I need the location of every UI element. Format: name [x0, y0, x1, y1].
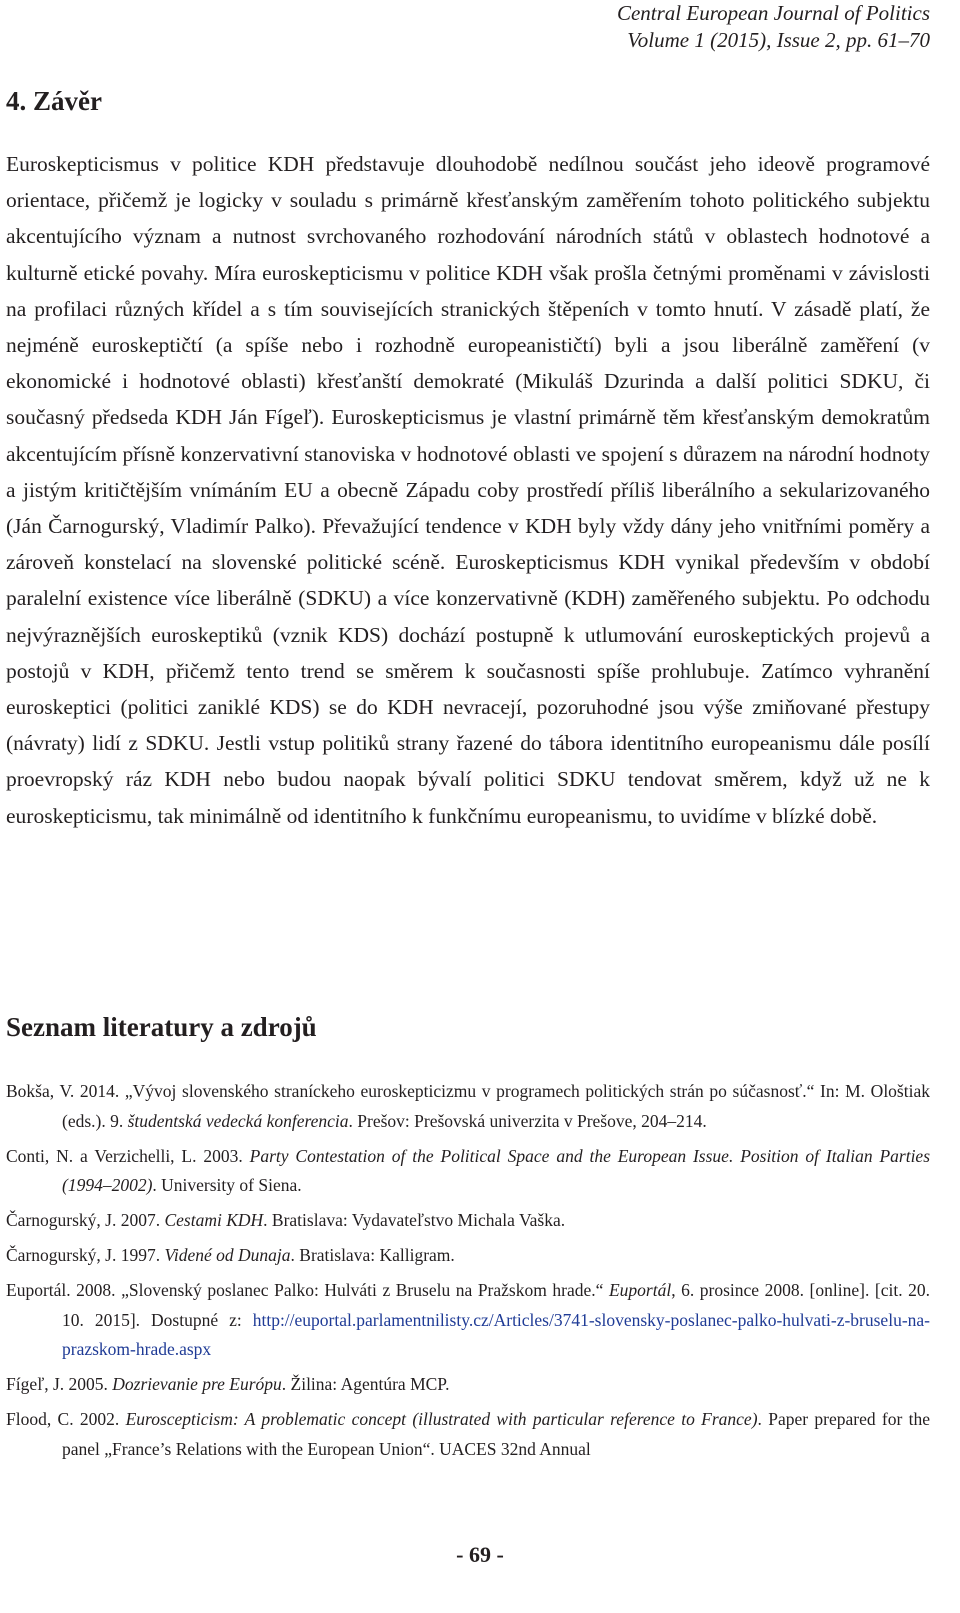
reference-title: Euroscepticism: A problematic concept (illustrated with particular reference to France)	[125, 1409, 758, 1429]
reference-text: Bokša, V. 2014. „Vývoj slovenského straníckeho euroskepticizmu v programech politických strán po súčasnosť.“ In: M. Ološtiak (eds.). 9.	[6, 1081, 930, 1131]
reference-text: Čarnogurský, J. 2007.	[6, 1210, 165, 1230]
reference-link[interactable]: http://euportal.parlamentnilisty.cz/Articles/3741-slovensky-poslanec-palko-hulvati-z-bruselu-na-prazskom-hrade.aspx	[62, 1309, 930, 1359]
reference-text: Čarnogurský, J. 1997.	[6, 1245, 165, 1265]
journal-volume: Volume 1 (2015), Issue 2, pp. 61–70	[627, 28, 930, 52]
reference-text: . Bratislava: Vydavateľstvo Michala Vaška.	[263, 1210, 566, 1230]
reference-text: Conti, N. a Verzichelli, L. 2003.	[6, 1145, 250, 1166]
reference-text: Fígeľ, J. 2005.	[6, 1374, 113, 1394]
reference-title: Videné od Dunaja	[164, 1245, 291, 1265]
reference-title: Euportál	[608, 1280, 672, 1300]
reference-text: . University of Siena.	[152, 1175, 302, 1195]
reference-title: študentská vedecká konferencia	[127, 1110, 349, 1131]
reference-item	[6, 1142, 930, 1201]
reference-title: Party Contestation of the Political Space and the European Issue. Position of Italian Parties (1994–2002)	[62, 1145, 931, 1195]
page-number: - 69 -	[456, 1542, 504, 1567]
reference-text: . Prešov: Prešovská univerzita v Prešove, 204–214.	[348, 1110, 707, 1131]
reference-text: , 6. prosince 2008. [online]. [cit. 20. 10. 2015]. Dostupné z:	[62, 1280, 930, 1330]
running-header	[617, 0, 930, 54]
section-heading: 4. Závěr	[6, 86, 102, 116]
reference-text: . Paper prepared for the panel „France’s Relations with the European Union“. UACES 32nd Annual	[62, 1409, 930, 1459]
reference-text: Euportál. 2008. „Slovenský poslanec Palko: Hulváti z Bruselu na Pražskom hrade.“	[6, 1280, 609, 1300]
references-heading: Seznam literatury a zdrojů	[6, 1012, 317, 1042]
reference-title: Cestami KDH	[164, 1210, 264, 1230]
reference-item	[6, 1241, 930, 1271]
reference-title: Dozrievanie pre Európu	[112, 1374, 282, 1394]
reference-text: . Žilina: Agentúra MCP.	[281, 1374, 450, 1394]
reference-item	[6, 1206, 930, 1236]
reference-item	[6, 1370, 930, 1400]
reference-item	[6, 1405, 930, 1464]
reference-item	[6, 1276, 930, 1365]
reference-text: . Bratislava: Kalligram.	[290, 1245, 455, 1265]
reference-list	[6, 1077, 930, 1470]
conclusion-paragraph: Euroskepticismus v politice KDH představuje dlouhodobě nedílnou součást jeho ideově programové orientace, přičemž je logicky v souladu s primárně křesťanským zaměřením tohoto politického subjektu akcentujícího význam a nutnost svrchovaného rozhodování národních států v oblastech hodnotové a kulturně etické povahy. Míra euroskepticismu v politice KDH však prošla četnými proměnami v závislosti na profilaci různých křídel a s tím souvisejících stranických štěpeních v tomto hnutí. V zásadě platí, že nejméně euroskeptičtí (a spíše nebo i rozhodně europeanističtí) byli a jsou liberálně zaměření (v ekonomické i hodnotové oblasti) křesťanští demokraté (Mikuláš Dzurinda a další politici SDKU, či současný předseda KDH Ján Fígeľ). Euroskepticismus je vlastní primárně těm křesťanským demokratům akcentujícím přísně konzervativní stanoviska v hodnotové oblasti ve spojení s důrazem na národní hodnoty a jistým kritičtějším vnímáním EU a obecně Západu coby prostředí příliš liberálního a sekularizovaného (Ján Čarnogurský, Vladimír Palko). Převažující tendence v KDH byly vždy dány jeho vnitřními poměry a zároveň konstelací na slovenské politické scéně. Euroskepticismus KDH vynikal především v období paralelní existence více liberálně (SDKU) a více konzervativně (KDH) zaměřeného subjektu. Po odchodu nejvýraznějších euroskeptiků (vznik KDS) dochází postupně k utlumování euroskeptických projevů a postojů v KDH, přičemž tento trend se směrem k současnosti spíše prohlubuje. Zatímco vyhranění euroskeptici (politici zaniklé KDS) se do KDH nevracejí, pozoruhodné jsou výše zmiňované přestupy (návraty) lidí z SDKU. Jestli vstup politiků strany řazené do tábora identitního europeanismu dále posílí proevropský ráz KDH nebo budou naopak bývalí politici SDKU tendovat směrem, když už ne k euroskepticismu, tak minimálně od identitního k funkčnímu europeanismu, to uvidíme v blízké době.	[6, 152, 930, 828]
reference-text: Flood, C. 2002.	[6, 1409, 126, 1429]
journal-title: Central European Journal of Politics	[616, 1, 930, 25]
reference-item	[6, 1077, 930, 1136]
